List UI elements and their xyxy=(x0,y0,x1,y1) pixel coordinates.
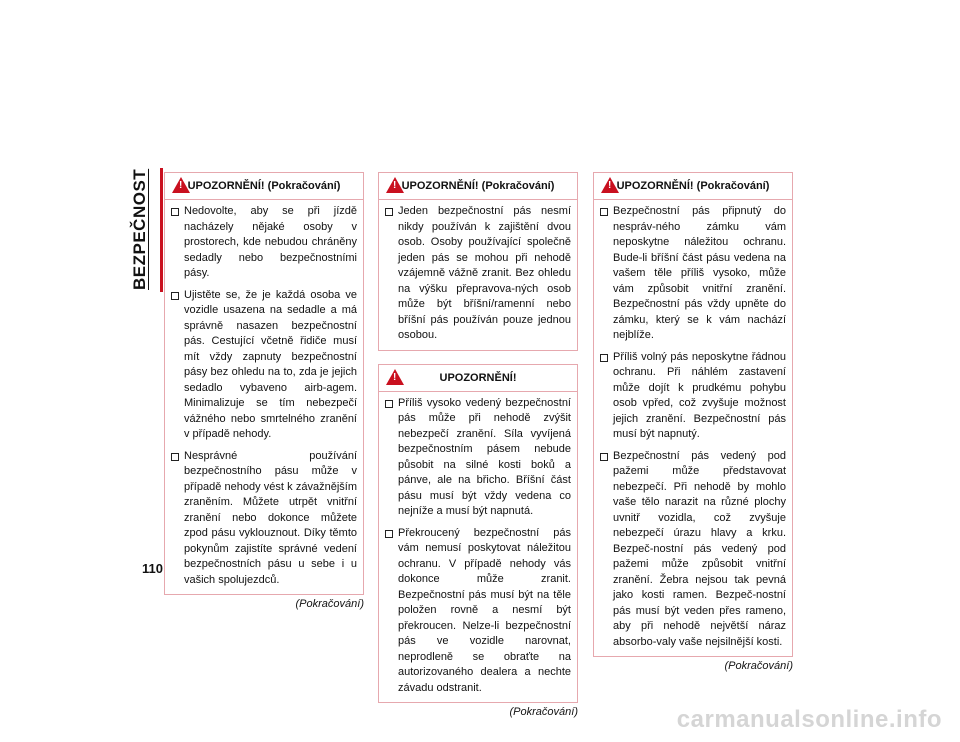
continued-note: (Pokračování) xyxy=(509,706,578,718)
list-item xyxy=(600,449,786,651)
continued-note: (Pokračování) xyxy=(295,598,364,610)
warning-triangle-icon: ! xyxy=(386,369,404,385)
list-item xyxy=(600,204,786,344)
warning-triangle-icon: ! xyxy=(601,177,619,193)
column-3 xyxy=(593,172,793,672)
warning-box-header xyxy=(594,173,792,200)
warning-box xyxy=(164,172,364,595)
square-bullet-icon xyxy=(385,530,393,538)
page-number: 110 xyxy=(142,561,163,576)
warning-box xyxy=(378,364,578,704)
warning-triangle-icon: ! xyxy=(386,177,404,193)
column-2 xyxy=(378,172,578,718)
list-item-text: Příliš volný pás neposkytne řádnou ochranu. Při náhlém zastavení může dojít k prudkému pohybu osob vpřed, což zvyšuje možnost jejich zranění. Bezpečnostní pás musí být napnutý. xyxy=(613,350,786,440)
warning-box-title: UPOZORNĚNÍ! (Pokračování) xyxy=(187,180,341,192)
warning-box-title: UPOZORNĚNÍ! xyxy=(439,371,517,384)
warning-box xyxy=(593,172,793,657)
square-bullet-icon xyxy=(385,208,393,216)
warning-triangle-icon: ! xyxy=(172,177,190,193)
list-item xyxy=(171,204,357,282)
list-item xyxy=(385,204,571,344)
list-item-text: Bezpečnostní pás vedený pod pažemi může představovat nebezpečí. Při nehodě by mohlo vaše tělo narazit na různé plochy uvnitř vozidla, což zvyšuje nebezpečí úrazu hlavy a krku. Bezpeč-nostní pás vedený pod pažemi může způsobit vnitřní zranění. Žebra nejsou tak pevná jako kosti ramen. Bezpeč-nostní pás musí být veden přes rameno, aby při nehodě největší náraz absorbo-valy vaše nejsilnější kosti. xyxy=(613,449,786,648)
continued-note: (Pokračování) xyxy=(724,660,793,672)
square-bullet-icon xyxy=(600,208,608,216)
list-item-text: Jeden bezpečnostní pás nesmí nikdy používán k zajištění dvou osob. Osoby používající společně jeden pás se mohou při nehodě vzájemně vážně zranit. Bez ohledu na výšku přepravova-ných osob může být bříšní/ramenní nebo bříšní pás používán pouze jednou osobou. xyxy=(398,205,571,341)
warning-box-title: UPOZORNĚNÍ! (Pokračování) xyxy=(616,180,770,192)
list-item xyxy=(171,449,357,589)
list-item xyxy=(385,396,571,520)
list-item-text: Nedovolte, aby se při jízdě nacházely nějaké osoby v prostorech, kde nebudou chráněny sedadly nebo bezpečnostními pásy. xyxy=(184,205,357,279)
square-bullet-icon xyxy=(385,400,393,408)
warning-box xyxy=(378,172,578,351)
warning-box-header xyxy=(379,173,577,200)
section-title: BEZPEČNOST xyxy=(130,168,149,290)
warning-box-title: UPOZORNĚNÍ! (Pokračování) xyxy=(401,180,555,192)
square-bullet-icon xyxy=(600,453,608,461)
list-item xyxy=(600,350,786,443)
warning-box-header xyxy=(165,173,363,200)
list-item-text: Bezpečnostní pás připnutý do nespráv-ného zámku vám neposkytne náležitou ochranu. Bude-li bříšní část pásu vedena na vašem těle příliš vysoko, může vám způsobit vnitřní zranění. Bezpečnostní pás vždy upněte do zámku, který se k vám nachází nejblíže. xyxy=(613,205,786,341)
square-bullet-icon xyxy=(171,453,179,461)
warning-box-header xyxy=(379,365,577,392)
list-item-text: Nesprávné používání bezpečnostního pásu může v případě nehody vést k závažnějším zraněním. Můžete utrpět vnitřní zranění nebo dokonce můžete zpod pásu vyklouznout. Díky těmto pokynům zajistíte správné vedení bezpečnostních pásu u sebe i u vašich spolujezdců. xyxy=(184,449,357,586)
column-1 xyxy=(164,172,364,610)
square-bullet-icon xyxy=(171,208,179,216)
list-item xyxy=(385,526,571,697)
list-item-text: Překroucený bezpečnostní pás vám nemusí poskytovat náležitou ochranu. V případě nehody vás dokonce může zranit. Bezpečnostní pás musí být na těle položen rovně a nesmí být překroucen. Nelze-li bezpečnostní pás ve vozidle narovnat, neprodleně se obraťte na autorizovaného dealera a nechte závadu odstranit. xyxy=(398,526,571,694)
list-item-text: Ujistěte se, že je každá osoba ve vozidle usazena na sedadle a má správně nasazen bezpečnostní pás. Cestující včetně řidiče musí mít vždy zapnuty bezpečnostní pásy bez ohledu na to, zda je jejich sedadlo vybaveno airb-agem. Minimalizuje se tím nebezpečí vážného nebo smrtelného zranění v případě nehody. xyxy=(184,288,357,440)
watermark: carmanualsonline.info xyxy=(676,706,942,733)
square-bullet-icon xyxy=(600,354,608,362)
list-item xyxy=(171,288,357,443)
square-bullet-icon xyxy=(171,292,179,300)
list-item-text: Příliš vysoko vedený bezpečnostní pás může při nehodě zvýšit nebezpečí zranění. Síla vyvíjená bezpečnostním pásem nebude působit na silné kosti boků a pánve, ale na břicho. Bříšní část pásu musí být vždy vedena co nejníže a musí být napnutá. xyxy=(398,396,571,517)
